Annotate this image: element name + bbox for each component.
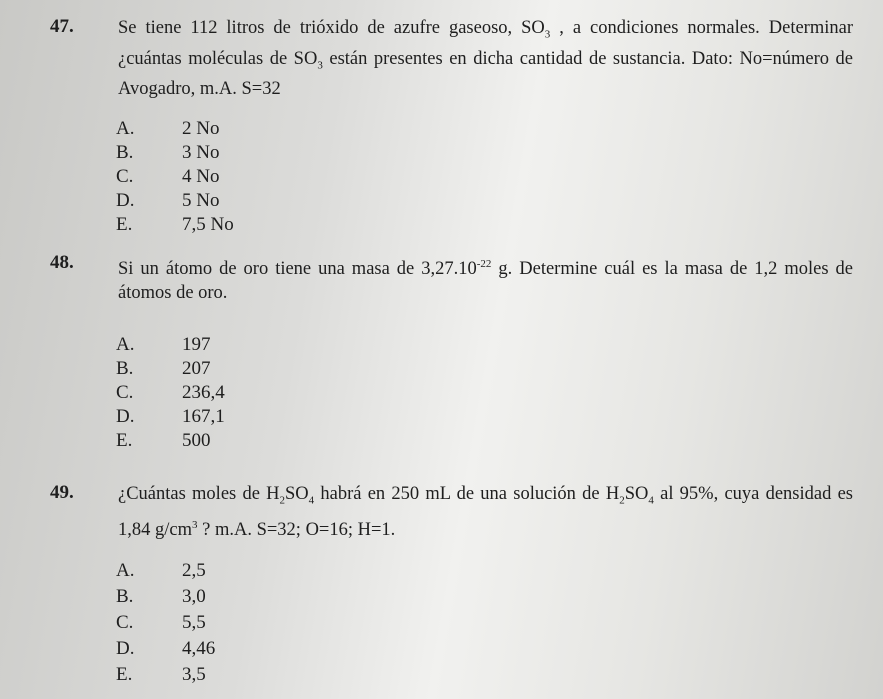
option-letter: A.	[116, 118, 135, 139]
stem-text: ¿Cuántas moles de H	[118, 484, 280, 504]
option-value: 2,5	[182, 560, 206, 581]
option-value: 167,1	[182, 406, 225, 427]
option-letter: B.	[116, 358, 134, 379]
question-number: 49.	[50, 482, 74, 503]
stem-text: ? m.A. S=32; O=16; H=1.	[197, 519, 396, 540]
stem-superscript: -22	[476, 258, 492, 270]
option-value: 207	[182, 358, 211, 379]
option-letter: C.	[116, 612, 134, 633]
option-value: 3,5	[182, 664, 206, 685]
option-value: 5 No	[182, 190, 220, 211]
option-letter: B.	[116, 586, 134, 607]
stem-text: SO	[624, 484, 649, 504]
stem-subscript: 3	[317, 59, 323, 72]
stem-text: al 95%, cuya densidad es 1,84 g/cm	[118, 484, 854, 540]
option-value: 4 No	[182, 166, 220, 187]
stem-subscript: 3	[544, 28, 551, 41]
option-letter: D.	[116, 638, 135, 659]
stem-text: Se tiene 112 litros de trióxido de azufre gaseoso, SO	[118, 18, 545, 38]
stem-text: están presentes en dicha cantidad de sustancia. Dato: No=número de Avogadro, m.A. S=32	[118, 48, 853, 100]
stem-text: , a condiciones normales. Determinar ¿cuántas moléculas de SO	[118, 18, 853, 69]
option-letter: C.	[116, 166, 134, 187]
option-letter: B.	[116, 142, 134, 163]
option-letter: D.	[116, 190, 135, 211]
option-value: 500	[182, 430, 211, 451]
stem-text: Si un átomo de oro tiene una masa de 3,27.10	[118, 259, 477, 280]
stem-subscript: 2	[619, 494, 625, 507]
option-letter: E.	[116, 664, 133, 685]
option-letter: E.	[116, 430, 133, 451]
question-number: 47.	[50, 16, 74, 37]
option-value: 3 No	[182, 142, 220, 163]
question-stem	[118, 16, 853, 101]
stem-text: g. Determine cuál es la masa de 1,2 moles de átomos de oro.	[118, 259, 853, 304]
option-letter: A.	[116, 334, 135, 355]
option-letter: E.	[116, 214, 133, 235]
option-value: 3,0	[182, 586, 206, 607]
option-letter: C.	[116, 382, 134, 403]
question-number: 48.	[50, 252, 74, 273]
option-letter: A.	[116, 560, 135, 581]
option-letter: D.	[116, 406, 135, 427]
stem-text: SO	[285, 484, 309, 504]
stem-superscript: 3	[192, 518, 198, 531]
stem-text: habrá en 250 mL de una solución de H	[314, 484, 620, 504]
option-value: 2 No	[182, 118, 220, 139]
stem-subscript: 2	[279, 494, 286, 507]
option-value: 236,4	[182, 382, 225, 403]
option-value: 197	[182, 334, 211, 355]
option-value: 4,46	[182, 638, 216, 659]
option-value: 5,5	[182, 612, 206, 633]
question-stem	[118, 252, 853, 305]
stem-subscript: 4	[648, 494, 654, 507]
question-stem	[118, 482, 853, 542]
option-value: 7,5 No	[182, 214, 234, 235]
stem-subscript: 4	[308, 494, 315, 507]
